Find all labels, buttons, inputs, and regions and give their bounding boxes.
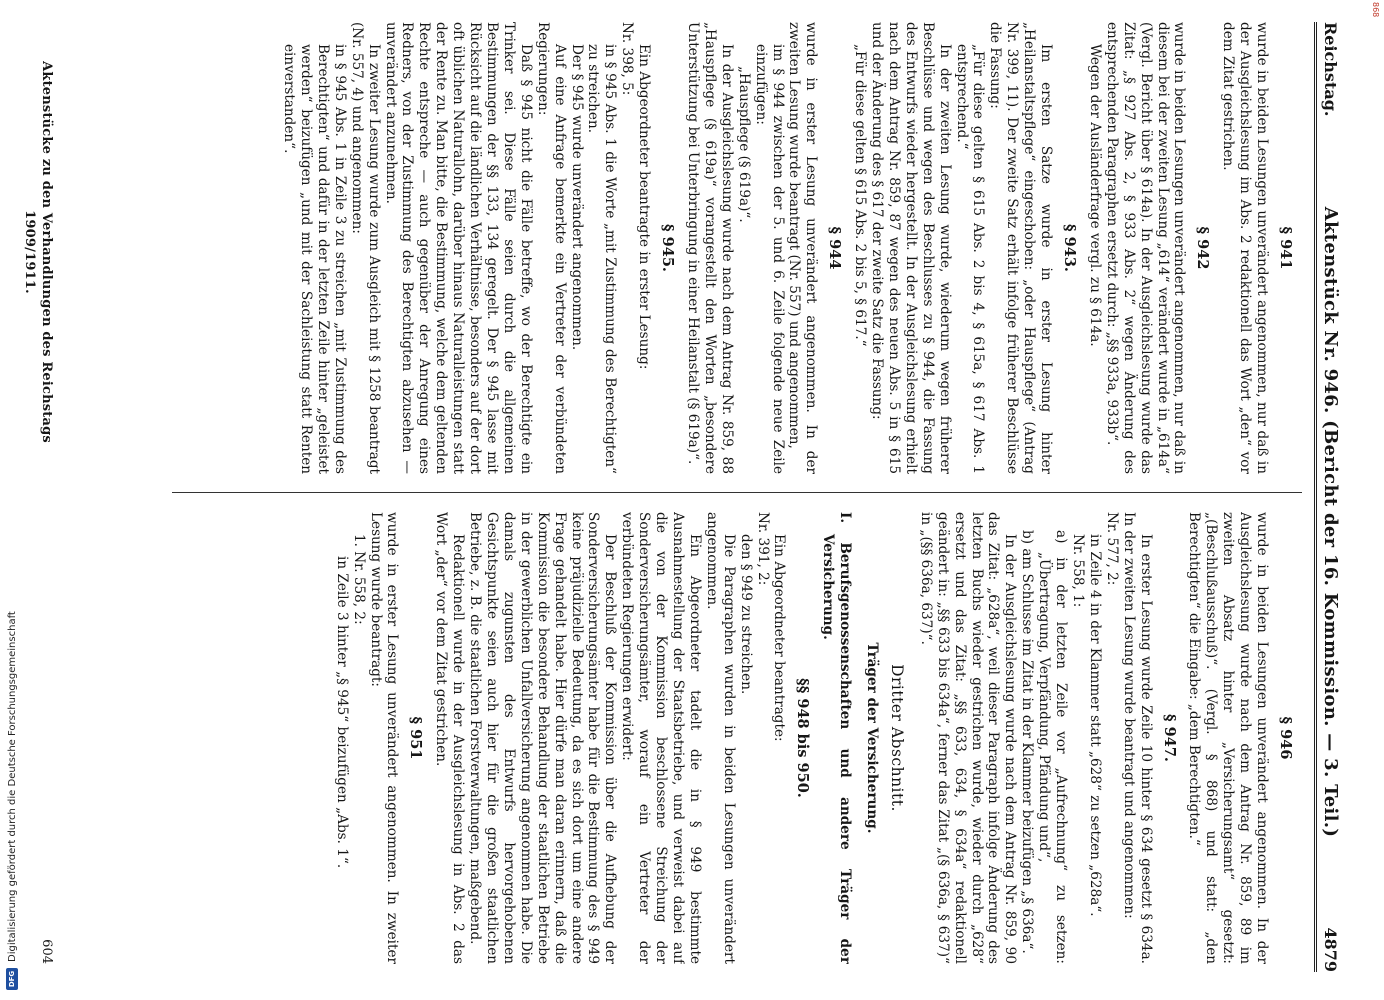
right-paragraph: in Zeile 3 hinter „§ 945“ beizufügen „Abs. 1“. — [333, 556, 350, 869]
left-paragraph: Im ersten Satze wurde in erster Lesung hinter „Heilanstaltspflege“ eingeschoben: „oder Hauspflege“ (Antrag Nr. 399, 11). Der zweite Satz erhält infolge früherer Beschlüsse die Fassung: — [987, 22, 1055, 474]
right-paragraph: in Zeile 4 in der Klammer statt „628“ zu setzen „628a“. — [1086, 534, 1103, 917]
left-paragraph: Auf eine Anfrage bemerkte ein Vertreter der verbündeten Regierungen: — [534, 22, 568, 474]
footer-note: Aktenstücke zu den Verhandlungen des Reichstags 1909/1911. — [22, 61, 54, 443]
right-paragraph: wurde in beiden Lesungen unverändert angenommen. In der Ausgleichslesung wurde nach dem Antrag Nr. 859, 89 im zweiten Absatz hinter „Versicherungsamt“ gesetzt: „(Beschlußausschuß)“. (Vergl. § 868) und statt: „den Berechtigten“ die Eingabe: „dem Berechtigten.“ — [1186, 512, 1271, 964]
dfg-logo-icon: DFG — [6, 968, 18, 990]
column-divider — [172, 492, 1302, 493]
right-paragraph: 1. Nr. 558, 2: — [350, 534, 367, 625]
right-paragraph: a) in der letzten Zeile vor „Aufrechnung“ zu setzen: „Übertragung, Verpfändung, Pfändung und“, — [1036, 530, 1070, 964]
left-paragraph: Ein Abgeordneter beantragte in erster Lesung: — [636, 44, 653, 370]
right-paragraph: den § 949 zu streichen. — [737, 534, 754, 695]
footer-page-number: 604 — [39, 939, 54, 964]
left-section-heading: § 942 — [1194, 226, 1212, 270]
left-section-heading: § 941 — [1277, 226, 1294, 270]
right-paragraph: b) am Schlusse im Zitat in der Klammer beizufügen „§ 636a“. — [1019, 530, 1036, 954]
right-part-heading: Dritter Abschnitt. — [887, 664, 906, 812]
header-left: Reichstag. — [1320, 22, 1340, 117]
right-paragraph: Die Paragraphen wurden in beiden Lesungen unverändert angenommen. — [703, 512, 737, 964]
document-sheet — [8, 22, 1348, 972]
right-paragraph: wurde in erster Lesung unverändert angenommen. In zweiter Lesung wurde beantragt: — [367, 512, 401, 964]
page-header — [1314, 22, 1348, 972]
left-paragraph: im § 944 zwischen der 5. und 6. Zeile folgende neue Zeile einzufügen: — [752, 44, 786, 474]
left-paragraph: Der § 945 wurde unverändert angenommen. — [568, 44, 585, 351]
right-section-heading: § 951 — [407, 716, 425, 760]
right-paragraph: Ein Abgeordneter tadelt die in § 949 bestimmte Ausnahmestellung der Staatsbetriebe, und verweist dabei auf die von der Kommission beschlossene Streichung der Sonderversicherungsämter, worauf ein Vertreter der verbündeten Regierungen erwidert: — [619, 512, 703, 964]
left-paragraph: Wegen der Ausländerfrage vergl. zu § 614a. — [1086, 44, 1103, 347]
header-page-number: 4879 — [1320, 927, 1340, 972]
left-section-heading: § 943. — [1061, 224, 1079, 272]
right-chapter-heading: I. Berufsgenossenschaften und andere Träger der Versicherung. — [820, 512, 854, 964]
right-section-heading: § 946 — [1277, 716, 1294, 760]
right-paragraph: Der Beschluß der Kommission über die Aufhebung der Sonderversicherungsämter habe für die Bestimmung des § 949 keine präjudizielle Bedeutung, da es sich dort um eine andere Frage gehandelt habe. Hier dürfe man daran erinnern, daß die Kommission die besondere Behandlung der staatlichen Betriebe in der gewerblichen Unfallversicherung angenommen habe. Die damals zugunsten des Entwurfs hervorgehobenen Gesichtspunkte seien auch hier für die großen staatlichen Betriebe, z. B. die staatlichen Forstverwaltungen, maßgebend. — [467, 512, 619, 964]
header-title: Aktenstück Nr. 946. (Bericht der 16. Kommission. — 3. Teil.) — [1319, 206, 1341, 838]
right-paragraph: In erster Lesung wurde Zeile 10 hinter § 634 gesetzt § 634a. In der zweiten Lesung wurde beantragt und angenommen: — [1120, 512, 1154, 964]
right-paragraph: Nr. 577, 2: — [1103, 512, 1120, 586]
left-paragraph: Nr. 398, 5: — [619, 22, 636, 96]
left-paragraph: In zweiter Lesung wurde zum Ausgleich mit § 1258 beantragt (Nr. 557, 4) und angenommen: — [348, 22, 382, 474]
right-part-subtitle: Träger der Versicherung. — [864, 642, 881, 834]
right-section-heading: §§ 948 bis 950. — [794, 678, 812, 798]
right-paragraph: Redaktionell wurde in der Ausgleichslesung in Abs. 2 das Wort „der“ vor dem Zitat gestrichen. — [433, 512, 467, 964]
left-section-heading: § 945. — [659, 224, 677, 272]
left-paragraph: Daß § 945 nicht die Fälle betreffe, wo der Berechtigte ein Trinker sei. Diese Fälle seien durch die allgemeinen Bestimmungen der §§ 133, 134 geregelt. Der § 945 lasse mit Rücksicht auf die ländlichen Verhältnisse, besonders auf der dort oft üblichen Naturallohn, darüber hinaus Naturalleistungen statt der Rente zu. Man bitte, die Bestimmung, welche dem geltenden Rechte entspreche — auch gegenüber der Anregung eines Redners, von der Zustimmung des Berechtigten abzusehen — unverändert anzunehmen. — [382, 22, 534, 474]
credit-text: Digitalisierung gefördert durch die Deutsche Forschungsgemeinschaft — [6, 611, 18, 962]
right-paragraph: In der Ausgleichslesung wurde nach dem Antrag Nr. 859, 90 das Zitat: „628a“, weil dieser Paragraph infolge Änderung des letzten Buchs wieder gestrichen wurde, wieder durch „628“ ersetzt und das Zitat: „§§ 633, 634, § 634a“ redaktionell geändert in: „§§ 633 bis 634a“, ferner das Zitat „(§ 636a, § 637)“ in „(§§ 636a, 637)“. — [917, 512, 1019, 964]
left-paragraph: „Hauspflege (§ 619a)“. — [735, 66, 752, 223]
side-stamp: 868 — [1371, 2, 1380, 18]
left-section-heading: § 944 — [826, 226, 844, 270]
left-paragraph: in § 945 Abs. 1 die Worte „mit Zustimmung des Berechtigten“ zu streichen. — [585, 44, 619, 474]
left-paragraph: In der zweiten Lesung wurde, wiederum wegen früherer Beschlüsse und wegen des Beschlusses zu § 944, die Fassung des Entwurfs wieder hergestellt. In der Ausgleichslesung erhielt nach dem Antrag Nr. 859, 87 wegen des neuen Abs. 5 in § 615 und der Änderung des § 617 der zweite Satz die Fassung: — [869, 22, 953, 474]
left-paragraph: „Für diese gelten § 615 Abs. 2 bis 5, § 617.“ — [852, 44, 869, 347]
left-paragraph: wurde in beiden Lesungen unverändert angenommen, nur daß in diesem bei der zweiten Lesung „614“ verändert wurde in „614a“ (Vergl. Bericht über § 614a). In der Ausgleichslesung wurde das Zitat: „§ 927 Abs. 2, § 933 Abs. 2“ wegen Änderung des entsprechenden Paragraphen ersetzt durch: „§§ 933a, 933b“. — [1103, 22, 1188, 474]
left-paragraph: „Für diese gelten § 615 Abs. 2 bis 4, § 615a, § 617 Abs. 1 entsprechend.“ — [953, 44, 987, 474]
left-paragraph: wurde in erster Lesung unverändert angenommen. In der zweiten Lesung wurde beantragt (Nr. 557) und angenommen, — [786, 22, 820, 474]
right-section-heading: § 947. — [1160, 714, 1178, 762]
right-paragraph: Ein Abgeordneter beantragte: — [771, 534, 788, 742]
left-paragraph: wurde in beiden Lesungen unverändert angenommen, nur daß in der Ausgleichslesung im Abs. 2 redaktionell das Wort „den“ vor dem Zitat gestrichen. — [1220, 22, 1271, 474]
right-paragraph: Nr. 558, 1: — [1070, 534, 1087, 608]
right-column — [62, 512, 1302, 964]
left-paragraph: in § 945 Abs. 1 in Zeile 3 zu streichen „mit Zustimmung des Berechtigten“ und dafür in der letzten Zeile hinter „geleistet werden“ beizufügen „und mit der Sachleistung statt Renten einverstanden“. — [281, 44, 348, 474]
left-column — [62, 22, 1302, 474]
left-paragraph: In der Ausgleichslesung wurde nach dem Antrag Nr. 859, 88 „Hauspflege (§ 619a)“ vorangestellt den Worten „besondere Unterstützung bei Unterbringung in einer Heilanstalt (§ 619a)“. — [685, 22, 735, 474]
right-paragraph: Nr. 391, 2: — [754, 512, 771, 586]
